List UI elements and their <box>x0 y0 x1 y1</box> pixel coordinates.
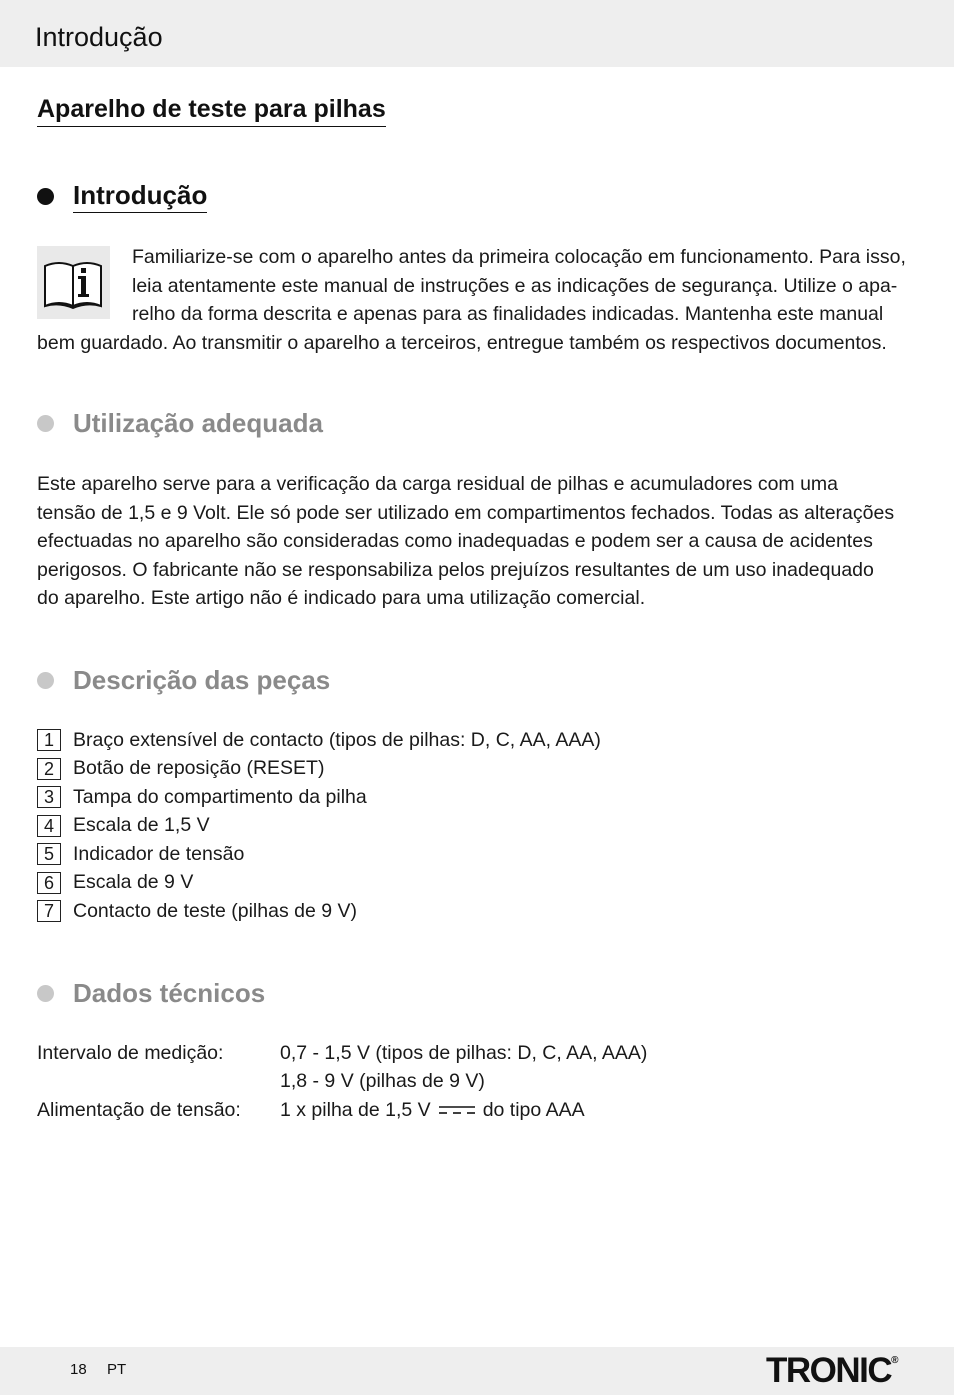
spec-value-post: do tipo AAA <box>482 1098 585 1121</box>
intro-heading-label: Introdução <box>73 180 207 213</box>
bullet-icon <box>37 415 54 432</box>
part-label: Botão de reposição (RESET) <box>73 757 325 780</box>
section-header-title: Introdução <box>35 22 163 52</box>
bullet-icon <box>37 672 54 689</box>
text-line: tensão de 1,5 e 9 Volt. Ele só pode ser utilizado em compartimentos fechados. Todas as alterações <box>37 501 895 524</box>
text-line: leia atentamente este manual de instruções e as indicações de segurança. Utilize o apa- <box>132 274 898 297</box>
parts-list <box>37 726 917 926</box>
list-item <box>37 726 917 755</box>
page-number: 18 <box>70 1361 87 1378</box>
usage-heading-label: Utilização adequada <box>73 408 323 438</box>
part-label: Contacto de teste (pilhas de 9 V) <box>73 899 357 922</box>
text-line: bem guardado. Ao transmitir o aparelho a terceiros, entregue também os respectivos documentos. <box>37 331 887 354</box>
part-number: 5 <box>37 843 61 865</box>
text-line: efectuadas no aparelho são consideradas como inadequadas e podem ser a causa de acidentes <box>37 530 873 552</box>
bullet-icon <box>37 985 54 1002</box>
spec-row <box>37 1039 647 1068</box>
part-number: 6 <box>37 872 61 894</box>
part-number: 7 <box>37 900 61 922</box>
registered-mark: ® <box>891 1355 899 1366</box>
part-label: Escala de 9 V <box>73 871 194 894</box>
text-line: Este aparelho serve para a verificação da carga residual de pilhas e acumuladores com uma <box>37 473 839 495</box>
part-number: 2 <box>37 758 61 780</box>
intro-paragraph <box>37 243 917 357</box>
part-label: Escala de 1,5 V <box>73 814 210 837</box>
text-line: relho da forma descrita e apenas para as finalidades indicadas. Mantenha este manual <box>132 303 884 325</box>
list-item <box>37 755 917 784</box>
header-band <box>0 0 954 67</box>
list-item <box>37 783 917 812</box>
part-label: Tampa do compartimento da pilha <box>73 785 367 808</box>
spec-label: Intervalo de medição: <box>37 1041 224 1064</box>
spec-row <box>37 1068 647 1097</box>
parts-heading-label: Descrição das peças <box>73 665 331 695</box>
part-number: 1 <box>37 729 61 751</box>
dc-voltage-icon <box>439 1103 475 1117</box>
spec-value: 0,7 - 1,5 V (tipos de pilhas: D, C, AA, AAA) <box>280 1041 648 1064</box>
brand-name: TRONIC <box>766 1351 892 1390</box>
list-item <box>37 897 917 926</box>
spec-label: Alimentação de tensão: <box>37 1098 241 1121</box>
spec-table <box>37 1039 647 1125</box>
usage-heading <box>37 408 323 439</box>
spec-value-pre: 1 x pilha de 1,5 V <box>280 1098 431 1121</box>
bullet-icon <box>37 188 54 205</box>
brand-logo <box>766 1351 899 1391</box>
language-code: PT <box>107 1361 127 1378</box>
spec-value <box>280 1099 585 1122</box>
text-line: Familiarize-se com o aparelho antes da primeira colocação em funcionamento. Para isso, <box>132 246 906 268</box>
text-line: do aparelho. Este artigo não é indicado para uma utilização comercial. <box>37 587 646 609</box>
text-line: perigosos. O fabricante não se responsabiliza pelos prejuízos resultantes de um uso inadequado <box>37 558 874 581</box>
parts-heading <box>37 665 330 696</box>
spec-row <box>37 1096 647 1125</box>
specs-heading-label: Dados técnicos <box>73 978 266 1008</box>
part-number: 3 <box>37 786 61 808</box>
list-item <box>37 840 917 869</box>
specs-heading <box>37 978 265 1009</box>
usage-paragraph <box>37 470 917 613</box>
list-item <box>37 869 917 898</box>
part-number: 4 <box>37 815 61 837</box>
spec-value: 1,8 - 9 V (pilhas de 9 V) <box>280 1070 485 1093</box>
intro-heading <box>37 180 207 213</box>
list-item <box>37 812 917 841</box>
part-label: Indicador de tensão <box>73 842 245 865</box>
document-title: Aparelho de teste para pilhas <box>37 95 386 127</box>
part-label: Braço extensível de contacto (tipos de pilhas: D, C, AA, AAA) <box>73 728 601 751</box>
